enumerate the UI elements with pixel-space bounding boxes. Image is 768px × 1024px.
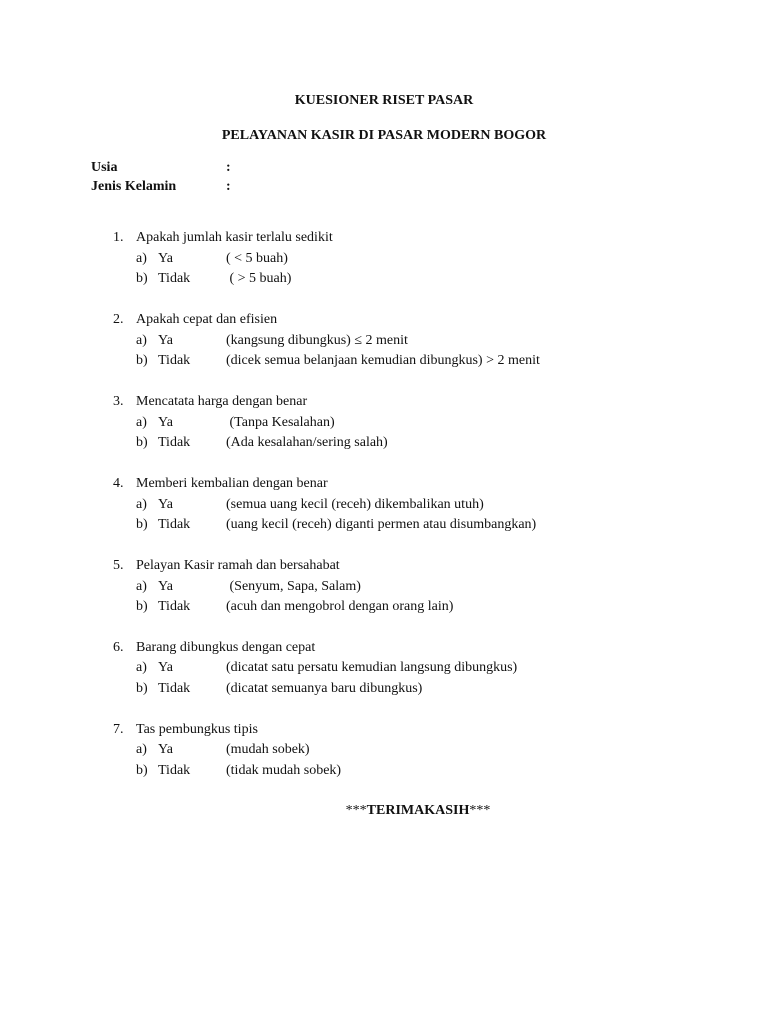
- question-text: Pelayan Kasir ramah dan bersahabat: [136, 558, 340, 573]
- question-text: Tas pembungkus tipis: [136, 722, 258, 737]
- gender-label: Jenis Kelamin: [91, 179, 177, 194]
- option-label: Tidak: [158, 517, 191, 532]
- option-label: Ya: [158, 742, 173, 757]
- question-number: 3.: [113, 394, 124, 409]
- option-letter: b): [136, 599, 148, 614]
- option-label: Tidak: [158, 599, 191, 614]
- option-label: Ya: [158, 579, 173, 594]
- option-description: (mudah sobek): [226, 742, 310, 757]
- question-number: 7.: [113, 722, 124, 737]
- age-label: Usia: [91, 160, 118, 175]
- question-text: Barang dibungkus dengan cepat: [136, 640, 316, 655]
- option-letter: b): [136, 435, 148, 450]
- option-letter: a): [136, 660, 147, 675]
- question-number: 5.: [113, 558, 124, 573]
- question-text: Memberi kembalian dengan benar: [136, 476, 328, 491]
- gender-colon: :: [226, 179, 231, 194]
- option-label: Ya: [158, 497, 173, 512]
- question-text: Mencatata harga dengan benar: [136, 394, 308, 409]
- option-letter: b): [136, 353, 148, 368]
- closing-stars-right: ***: [469, 803, 491, 818]
- question-number: 4.: [113, 476, 124, 491]
- option-label: Ya: [158, 660, 173, 675]
- option-description: (dicek semua belanjaan kemudian dibungkus) > 2 menit: [226, 353, 540, 368]
- closing-text: TERIMAKASIH: [366, 803, 470, 818]
- closing-stars-left: ***: [345, 803, 367, 818]
- option-description: (Ada kesalahan/sering salah): [226, 435, 388, 450]
- option-letter: a): [136, 497, 147, 512]
- document-title: KUESIONER RISET PASAR: [294, 93, 474, 108]
- option-letter: b): [136, 271, 148, 286]
- option-description: (semua uang kecil (receh) dikembalikan utuh): [226, 497, 484, 512]
- option-label: Tidak: [158, 763, 191, 778]
- option-description: (uang kecil (receh) diganti permen atau disumbangkan): [226, 517, 537, 532]
- option-description: (Tanpa Kesalahan): [226, 415, 335, 430]
- option-label: Ya: [158, 251, 173, 266]
- option-letter: b): [136, 681, 148, 696]
- option-label: Tidak: [158, 353, 191, 368]
- question-number: 2.: [113, 312, 124, 327]
- option-label: Ya: [158, 333, 173, 348]
- option-letter: b): [136, 763, 148, 778]
- option-description: (Senyum, Sapa, Salam): [226, 579, 361, 594]
- option-letter: a): [136, 742, 147, 757]
- question-number: 6.: [113, 640, 124, 655]
- option-letter: a): [136, 579, 147, 594]
- option-description: ( < 5 buah): [226, 251, 288, 266]
- option-description: (tidak mudah sobek): [226, 763, 342, 778]
- option-letter: a): [136, 333, 147, 348]
- option-label: Tidak: [158, 271, 191, 286]
- document-subtitle: PELAYANAN KASIR DI PASAR MODERN BOGOR: [221, 128, 547, 143]
- option-description: ( > 5 buah): [226, 271, 292, 286]
- option-letter: a): [136, 251, 147, 266]
- question-number: 1.: [113, 230, 124, 245]
- option-letter: b): [136, 517, 148, 532]
- question-text: Apakah cepat dan efisien: [136, 312, 278, 327]
- option-label: Tidak: [158, 681, 191, 696]
- option-letter: a): [136, 415, 147, 430]
- option-description: (dicatat satu persatu kemudian langsung dibungkus): [226, 660, 518, 675]
- age-colon: :: [226, 160, 231, 175]
- question-text: Apakah jumlah kasir terlalu sedikit: [136, 230, 333, 245]
- option-description: (kangsung dibungkus) ≤ 2 menit: [226, 333, 408, 348]
- option-description: (dicatat semuanya baru dibungkus): [226, 681, 423, 696]
- age-field: [91, 160, 231, 176]
- gender-field: [91, 179, 231, 195]
- option-description: (acuh dan mengobrol dengan orang lain): [226, 599, 454, 614]
- option-label: Ya: [158, 415, 173, 430]
- closing-line: [0, 803, 768, 819]
- option-label: Tidak: [158, 435, 191, 450]
